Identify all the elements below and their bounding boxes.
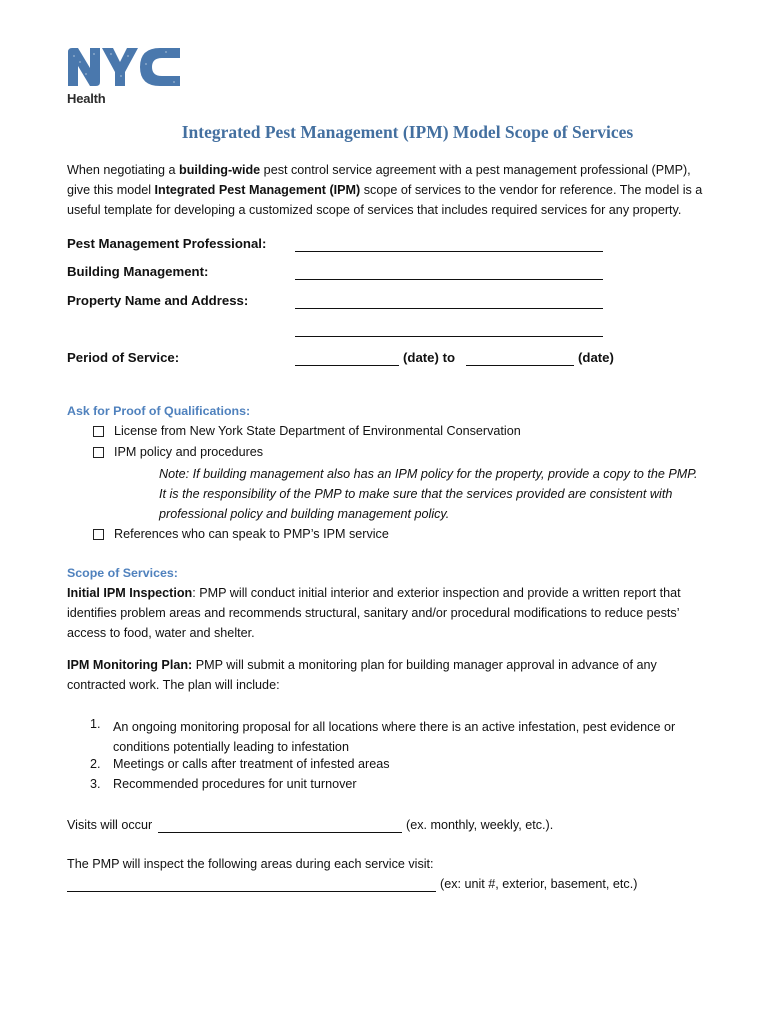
list-number: 3. <box>90 777 101 791</box>
list-number: 2. <box>90 757 101 771</box>
pmp-label: Pest Management Professional: <box>67 236 267 251</box>
period-label: Period of Service: <box>67 350 180 365</box>
ipm-policy-checkbox[interactable] <box>93 447 104 458</box>
inspect-areas-example: (ex: unit #, exterior, basement, etc.) <box>440 877 638 891</box>
intro-paragraph: When negotiating a building-wide pest control service agreement with a pest management professional (PMP), give this model Integrated Pest Management (IPM) scope of services to the vendor for reference. The model is a useful template for developing a customized scope of services that includes required services for any property. <box>67 163 703 217</box>
start-date-field[interactable] <box>295 364 399 366</box>
property-label: Property Name and Address: <box>67 293 249 308</box>
end-date-field[interactable] <box>466 364 574 366</box>
list-item: An ongoing monitoring proposal for all locations where there is an active infestation, pest evidence or conditions potentially leading to infestation <box>113 720 676 754</box>
date-to-label: (date) to <box>403 350 456 365</box>
license-item: License from New York State Department of Environmental Conservation <box>114 424 521 438</box>
references-item: References who can speak to PMP’s IPM service <box>114 527 389 541</box>
logo-subtitle: Health <box>67 91 106 106</box>
ipm-policy-item: IPM policy and procedures <box>114 445 264 459</box>
visits-label: Visits will occur <box>67 818 153 832</box>
date-end-label: (date) <box>578 350 614 365</box>
qualifications-heading: Ask for Proof of Qualifications: <box>67 404 251 418</box>
nyc-wordmark <box>68 48 180 86</box>
scope-heading: Scope of Services: <box>67 566 178 580</box>
list-item: Meetings or calls after treatment of infested areas <box>113 757 390 771</box>
initial-inspection-paragraph: Initial IPM Inspection: PMP will conduct initial interior and exterior inspection and provide a written report that identifies problem areas and recommends structural, sanitary and/or procedural modifications to reduce pests’ access to food, water and shelter. <box>67 586 681 640</box>
document-title: Integrated Pest Management (IPM) Model Scope of Services <box>181 122 634 142</box>
list-number: 1. <box>90 717 101 731</box>
inspect-areas-field[interactable] <box>67 890 436 892</box>
inspect-areas-label: The PMP will inspect the following areas during each service visit: <box>67 857 434 871</box>
building-field[interactable] <box>295 278 603 280</box>
monitoring-plan-paragraph: IPM Monitoring Plan: PMP will submit a monitoring plan for building manager approval in advance of any contracted work. The plan will include: <box>67 658 657 692</box>
property-field-line2[interactable] <box>295 335 603 337</box>
building-label: Building Management: <box>67 264 209 279</box>
visits-field[interactable] <box>158 831 402 833</box>
visits-example: (ex. monthly, weekly, etc.). <box>406 818 554 832</box>
list-item: Recommended procedures for unit turnover <box>113 777 357 791</box>
references-checkbox[interactable] <box>93 529 104 540</box>
property-field-line1[interactable] <box>295 307 603 309</box>
qualifications-note: Note: If building management also has an IPM policy for the property, provide a copy to the PMP. It is the responsibility of the PMP to make sure that the services provided are consistent with professional policy and building management policy. <box>159 467 698 521</box>
pmp-field[interactable] <box>295 250 603 252</box>
license-checkbox[interactable] <box>93 426 104 437</box>
